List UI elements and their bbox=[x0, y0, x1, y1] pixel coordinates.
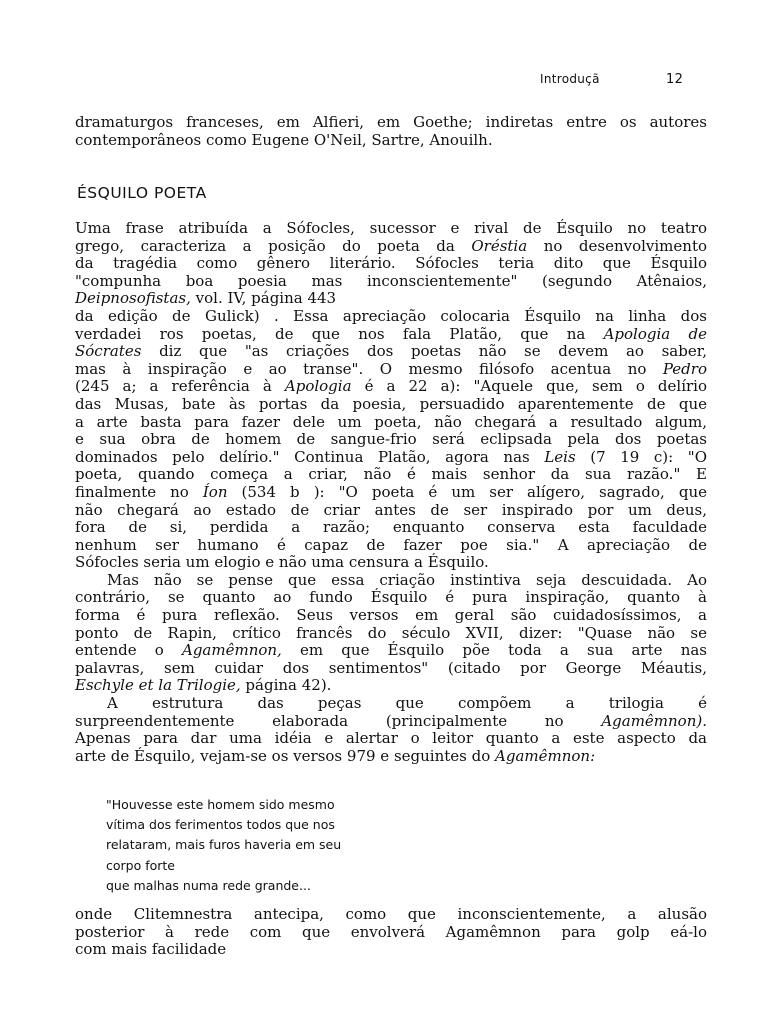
text-line: não chegará ao estado de criar antes de ser inspirado por um deus, bbox=[75, 500, 707, 519]
text-line: finalmente no Íon (534 b ): "O poeta é um ser alígero, sagrado, que bbox=[75, 482, 707, 501]
text-line: nenhum ser humano é capaz de fazer poe sia." A apreciação de bbox=[75, 535, 707, 554]
verse-line: vítima dos ferimentos todos que nos bbox=[106, 817, 335, 833]
work-title: Apologia bbox=[284, 377, 352, 396]
work-title: Agamêmnon: bbox=[495, 746, 596, 765]
work-title: Agamêmnon, bbox=[182, 641, 282, 660]
verse-line: que malhas numa rede grande... bbox=[106, 877, 311, 893]
text-line: surpreendentemente elaborada (principalmente no Agamêmnon). bbox=[75, 711, 707, 730]
text-line: mas à inspiração e ao transe". O mesmo filósofo acentua no Pedro bbox=[75, 359, 707, 378]
text-line: contemporâneos como Eugene O'Neil, Sartre, Anouilh. bbox=[75, 130, 493, 149]
text-line: da edição de Gulick) . Essa apreciação colocaria Ésquilo na linha dos bbox=[75, 306, 707, 325]
text-line: Deipnosofistas, vol. IV, página 443 bbox=[75, 289, 337, 308]
text-line: fora de si, perdida a razão; enquanto conserva esta faculdade bbox=[75, 518, 707, 537]
body-text bbox=[75, 220, 707, 765]
text-line: Eschyle et la Trilogie, página 42). bbox=[75, 676, 332, 695]
text-line: da tragédia como gênero literário. Sófocles teria dito que Ésquilo bbox=[75, 254, 707, 273]
text-line: das Musas, bate às portas da poesia, persuadido aparentemente de que bbox=[75, 394, 707, 413]
running-header-title: Introduçã bbox=[540, 72, 600, 86]
text-line: palavras, sem cuidar dos sentimentos" (citado por George Méautis, bbox=[75, 658, 707, 677]
work-title: Deipnosofistas, bbox=[75, 289, 191, 308]
work-title: Oréstia bbox=[471, 236, 528, 255]
verse-line: relataram, mais furos haveria em seu bbox=[106, 837, 342, 853]
section-heading: ÉSQUILO POETA bbox=[77, 184, 207, 202]
text-line: forma é pura reflexão. Seus versos em geral são cuidadosíssimos, a bbox=[75, 606, 707, 625]
text-line: onde Clitemnestra antecipa, como que inconscientemente, a alusão bbox=[75, 905, 707, 923]
text-line: a arte basta para fazer dele um poeta, não chegará a resultado algum, bbox=[75, 412, 707, 431]
work-title: Íon bbox=[202, 482, 228, 501]
text-line: ponto de Rapin, crítico francês do século XVII, dizer: "Quase não se bbox=[75, 623, 707, 642]
work-title: Eschyle et la Trilogie, bbox=[75, 676, 241, 695]
text-line: arte de Ésquilo, vejam-se os versos 979 e seguintes do Agamêmnon: bbox=[75, 746, 596, 765]
work-title: Agamêmnon). bbox=[601, 711, 707, 730]
text-line: com mais facilidade bbox=[75, 940, 227, 959]
text-line: poeta, quando começa a criar, não é mais senhor da sua razão." E bbox=[75, 465, 707, 484]
text-line: Sócrates diz que "as criações dos poetas não se devem ao saber, bbox=[75, 342, 707, 361]
text-line: contrário, se quanto ao fundo Ésquilo é pura inspiração, quanto à bbox=[75, 588, 707, 607]
text-line: e sua obra de homem de sangue-frio será eclipsada pela dos poetas bbox=[75, 430, 707, 449]
text-line: grego, caracteriza a posição do poeta da Oréstia no desenvolvimento bbox=[75, 236, 708, 255]
verse-quotation bbox=[106, 795, 426, 896]
work-title: Apologia de bbox=[603, 324, 707, 343]
page-number: 12 bbox=[666, 72, 684, 87]
verse-line: "Houvesse este homem sido mesmo bbox=[106, 797, 335, 812]
work-title: Sócrates bbox=[75, 342, 142, 361]
text-line: dramaturgos franceses, em Alfieri, em Goethe; indiretas entre os autores bbox=[75, 113, 707, 131]
text-line: Apenas para dar uma idéia e alertar o leitor quanto a este aspecto da bbox=[75, 729, 707, 748]
text-line: Sófocles seria um elogio e não uma censura a Ésquilo. bbox=[75, 553, 489, 572]
text-line: Uma frase atribuída a Sófocles, sucessor e rival de Ésquilo no teatro bbox=[75, 219, 707, 237]
closing-paragraph bbox=[75, 906, 707, 959]
work-title: Pedro bbox=[662, 359, 707, 378]
text-line: Mas não se pense que essa criação instintiva seja descuidada. Ao bbox=[107, 570, 707, 589]
work-title: Leis bbox=[544, 447, 576, 466]
text-line: verdadei ros poetas, de que nos fala Platão, que na Apologia de bbox=[75, 324, 707, 343]
running-header bbox=[540, 72, 690, 86]
text-line: entende o Agamêmnon, em que Ésquilo põe toda a sua arte nas bbox=[75, 641, 707, 660]
text-line: dominados pelo delírio." Continua Platão, agora nas Leis (7 19 c): "O bbox=[75, 447, 707, 466]
verse-line: corpo forte bbox=[106, 857, 175, 873]
text-line: (245 a; a referência à Apologia é a 22 a): "Aquele que, sem o delírio bbox=[75, 377, 707, 396]
text-line: "compunha boa poesia mas inconscientemente" (segundo Atênaios, bbox=[75, 271, 707, 290]
text-line: A estrutura das peças que compõem a trilogia é bbox=[107, 694, 707, 713]
intro-paragraph bbox=[75, 114, 707, 149]
text-line: posterior à rede com que envolverá Agamêmnon para golp eá-lo bbox=[75, 922, 707, 941]
